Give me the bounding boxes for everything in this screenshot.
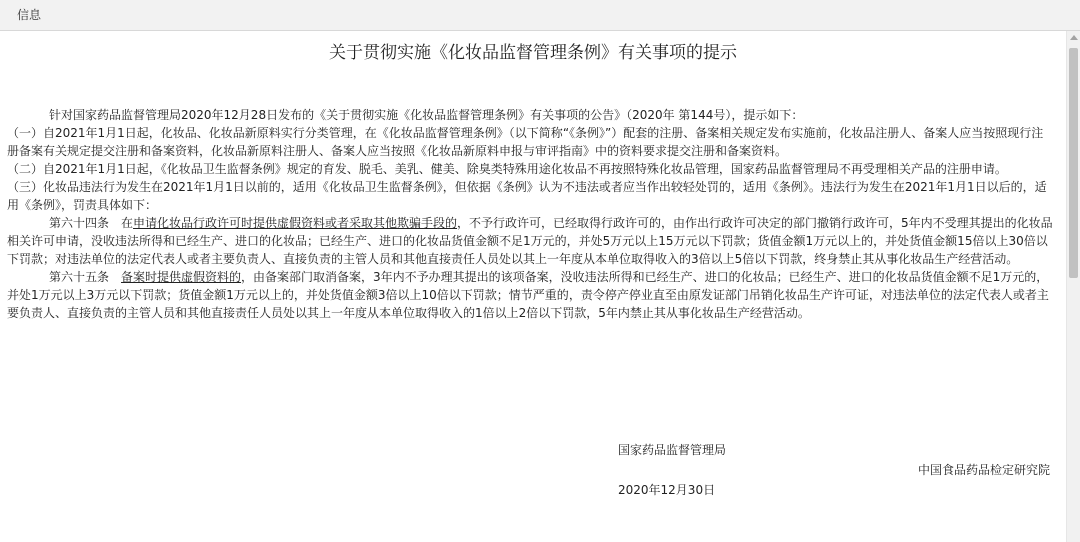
document-title: 关于贯彻实施《化妆品监督管理条例》有关事项的提示 xyxy=(329,43,737,63)
article-65-heading: 第六十五条 xyxy=(49,270,122,284)
signature-organization: 国家药品监督管理局 xyxy=(618,443,727,457)
scroll-up-arrow-icon[interactable] xyxy=(1070,35,1078,40)
article-65-text: ，由备案部门取消备案，3年内不予办理其提出的该项备案，没收违法所得和已经生产、进口的化妆品；已经生产、进口的化妆品货值金额不足1万元的，并处1万元以上3万元以下罚款；货值金额1万元以上的，并处货值金额3倍以上10倍以下罚款；情节严重的，责令停产停业直至由原发证部门吊销化妆品生产许可证，对违法单位的法定代表人或者主要负责人、直接负责的主管人员和其他直接责任人员处以其上一年度从本单位取得收入的1倍以上2倍以下罚款，5年内禁止其从事化妆品生产经营活动。 xyxy=(7,270,1049,320)
document-body xyxy=(7,106,1053,322)
signature-institute: 中国食品药品检定研究院 xyxy=(918,463,1051,477)
article-64-text: ，不予行政许可，已经取得行政许可的，由作出行政许可决定的部门撤销行政许可，5年内不受理其提出的化妆品相关许可申请，没收违法所得和已经生产、进口的化妆品；已经生产、进口的化妆品货值金额不足1万元的，并处5万元以上15万元以下罚款；货值金额1万元以上的，并处货值金额15倍以上30倍以下罚款；对违法单位的法定代表人或者主要负责人、直接负责的主管人员和其他直接责任人员处以其上一年度从本单位取得收入的3倍以上5倍以下罚款，终身禁止其从事化妆品生产经营活动。 xyxy=(7,216,1053,266)
scrollbar-thumb[interactable] xyxy=(1069,48,1078,278)
item-3-paragraph: （三）化妆品违法行为发生在2021年1月1日以前的，适用《化妆品卫生监督条例》，但依据《条例》认为不违法或者应当作出较轻处罚的，适用《条例》。违法行为发生在2021年1月1日以后的，适用《条例》，罚责具体如下： xyxy=(7,180,1047,212)
window-title: 信息 xyxy=(17,8,42,22)
document-content[interactable] xyxy=(0,31,1066,542)
article-64-underlined-text: 申请化妆品行政许可时提供虚假资料或者采取其他欺骗手段的 xyxy=(133,216,458,230)
article-65-paragraph xyxy=(7,268,1053,322)
item-2-paragraph: （二）自2021年1月1日起，《化妆品卫生监督条例》规定的育发、脱毛、美乳、健美、除臭类特殊用途化妆品不再按照特殊化妆品管理，国家药品监督管理局不再受理相关产品的注册申请。 xyxy=(7,162,1007,176)
article-64-paragraph xyxy=(7,214,1053,268)
item-1-paragraph: （一）自2021年1月1日起，化妆品、化妆品新原料实行分类管理，在《化妆品监督管理条例》（以下简称“《条例》”）配套的注册、备案相关规定发布实施前，化妆品注册人、备案人应当按照现行注册备案有关规定提交注册和备案资料，化妆品新原料注册人、备案人应当按照《化妆品新原料申报与审评指南》中的资料要求提交注册和备案资料。 xyxy=(7,126,1044,158)
vertical-scrollbar[interactable] xyxy=(1066,31,1080,542)
intro-paragraph: 针对国家药品监督管理局2020年12月28日发布的《关于贯彻实施《化妆品监督管理条例》有关事项的公告》（2020年 第144号），提示如下： xyxy=(49,108,804,122)
window-title-bar xyxy=(0,0,1080,31)
signature-date: 2020年12月30日 xyxy=(618,483,716,497)
article-64-heading: 第六十四条 在 xyxy=(49,216,134,230)
article-65-underlined-text: 备案时提供虚假资料的 xyxy=(121,270,242,284)
